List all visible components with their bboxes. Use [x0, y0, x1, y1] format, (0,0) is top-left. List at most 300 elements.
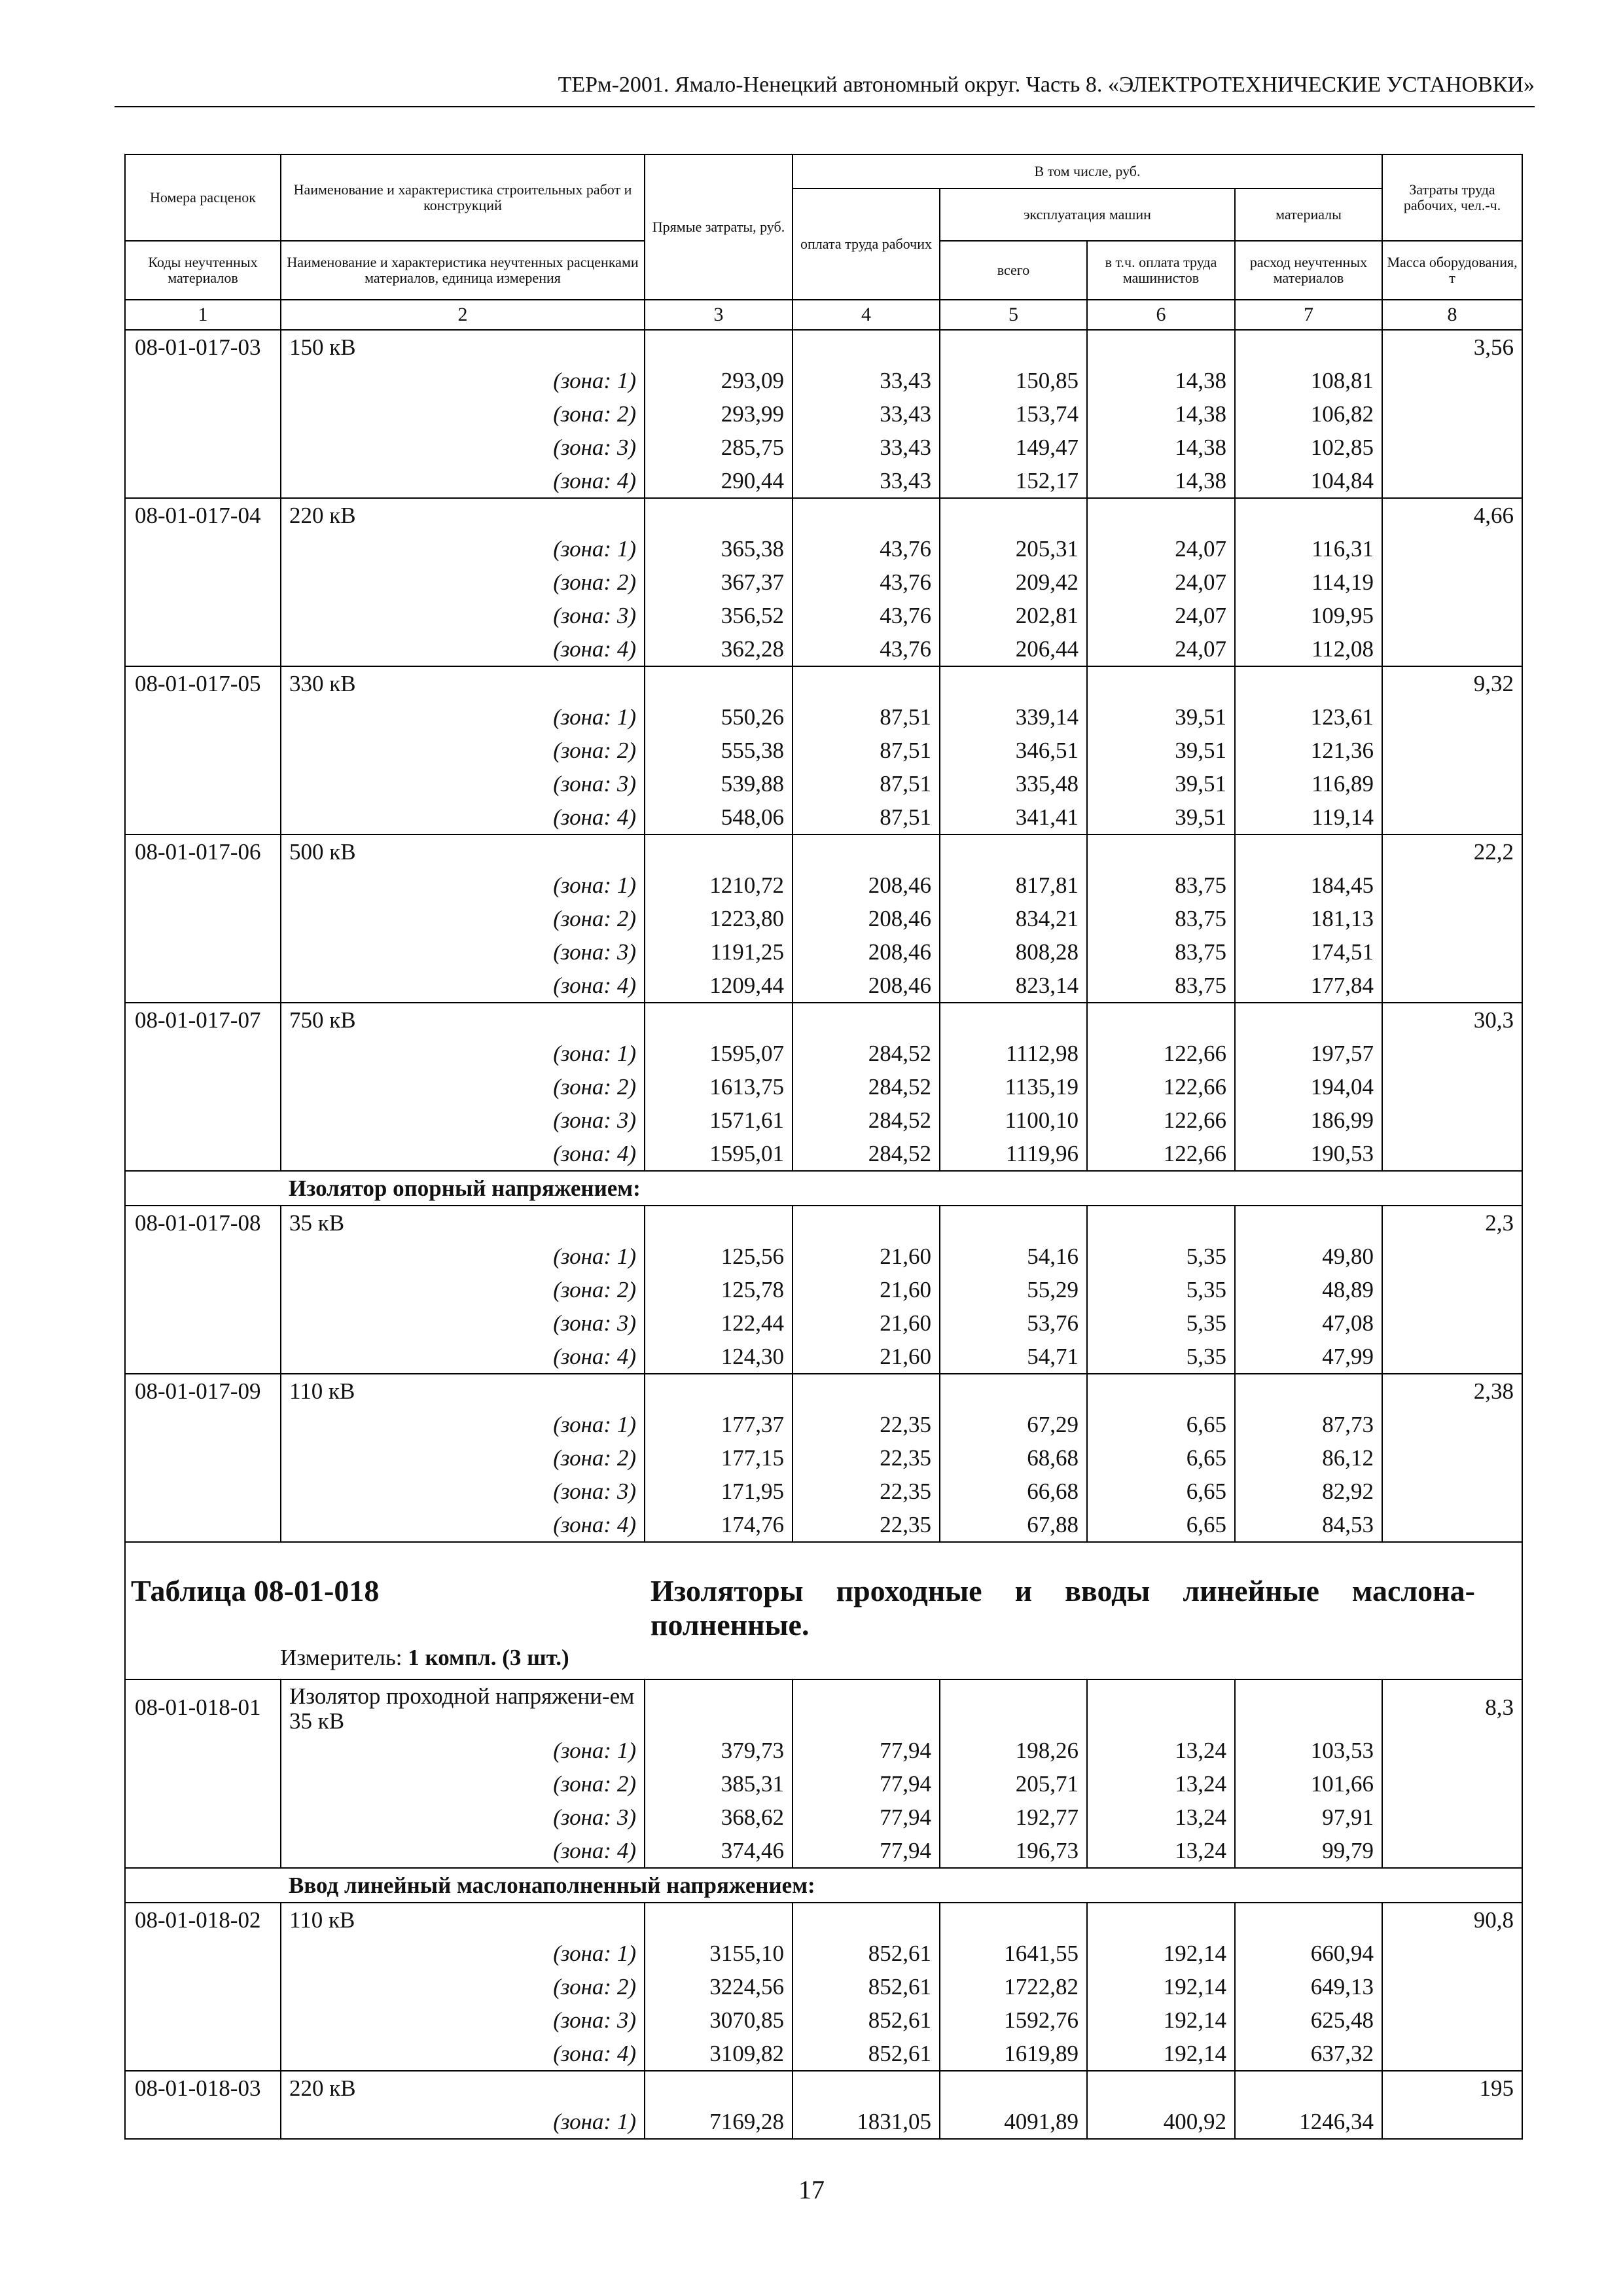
labor-costs-cell: 30,3: [1382, 1003, 1522, 1037]
rate-code: 08-01-018-03: [125, 2071, 281, 2105]
empty-cell: [793, 498, 940, 532]
zone-row: [125, 734, 1522, 767]
empty-cell: [125, 969, 281, 1003]
empty-cell: [940, 498, 1087, 532]
machinist-pay-cell: 6,65: [1087, 1508, 1235, 1542]
materials-cell: 104,84: [1235, 464, 1382, 498]
empty-cell: [125, 2105, 281, 2139]
machines-total-cell: 205,71: [940, 1767, 1087, 1801]
materials-cell: 47,08: [1235, 1306, 1382, 1340]
empty-cell: [1382, 1937, 1522, 1970]
zone-label: (зона: 1): [281, 1734, 645, 1767]
table-body: [125, 300, 1522, 2139]
zone-label: (зона: 2): [281, 902, 645, 935]
worker-pay-cell: 208,46: [793, 935, 940, 969]
worker-pay-cell: 208,46: [793, 869, 940, 902]
direct-costs-cell: 125,78: [645, 1273, 793, 1306]
zone-label: (зона: 3): [281, 1306, 645, 1340]
zone-row: [125, 464, 1522, 498]
materials-cell: 112,08: [1235, 632, 1382, 666]
machines-total-cell: 149,47: [940, 431, 1087, 464]
table-caption: Изоляторы проходные и вводы линейные маслона-полненные.: [651, 1574, 1475, 1641]
table-unit: [280, 1645, 569, 1671]
rate-code: 08-01-017-06: [125, 834, 281, 869]
materials-cell: 119,14: [1235, 800, 1382, 834]
empty-cell: [793, 1206, 940, 1240]
labor-costs-cell: 9,32: [1382, 666, 1522, 700]
empty-cell: [1382, 464, 1522, 498]
zone-row: [125, 902, 1522, 935]
direct-costs-cell: 3109,82: [645, 2037, 793, 2071]
machinist-pay-cell: 24,07: [1087, 565, 1235, 599]
empty-cell: [1087, 330, 1235, 364]
empty-cell: [793, 2071, 940, 2105]
zone-row: [125, 800, 1522, 834]
rate-row: [125, 1003, 1522, 1037]
worker-pay-cell: 852,61: [793, 1970, 940, 2003]
machinist-pay-cell: 83,75: [1087, 935, 1235, 969]
zone-label: (зона: 1): [281, 532, 645, 565]
unit-value: 1 компл. (3 шт.): [408, 1645, 569, 1670]
rate-name: 750 кВ: [281, 1003, 645, 1037]
zone-row: [125, 632, 1522, 666]
machines-total-cell: 1100,10: [940, 1103, 1087, 1137]
worker-pay-cell: 87,51: [793, 767, 940, 800]
direct-costs-cell: 171,95: [645, 1475, 793, 1508]
zone-label: (зона: 4): [281, 1340, 645, 1374]
rate-code: 08-01-017-07: [125, 1003, 281, 1037]
rate-code: 08-01-017-03: [125, 330, 281, 364]
zone-label: (зона: 3): [281, 1801, 645, 1834]
worker-pay-cell: 852,61: [793, 2003, 940, 2037]
rates-table: [124, 154, 1523, 2140]
column-number: 1: [125, 300, 281, 330]
zone-row: [125, 1734, 1522, 1767]
worker-pay-cell: 22,35: [793, 1508, 940, 1542]
empty-cell: [793, 1679, 940, 1734]
zone-label: (зона: 2): [281, 565, 645, 599]
direct-costs-cell: 1210,72: [645, 869, 793, 902]
empty-cell: [793, 1903, 940, 1937]
empty-cell: [1235, 834, 1382, 869]
machinist-pay-cell: 24,07: [1087, 532, 1235, 565]
labor-costs-cell: 90,8: [1382, 1903, 1522, 1937]
zone-label: (зона: 2): [281, 1970, 645, 2003]
materials-cell: 190,53: [1235, 1137, 1382, 1171]
machinist-pay-cell: 13,24: [1087, 1734, 1235, 1767]
empty-cell: [1087, 1206, 1235, 1240]
machinist-pay-cell: 24,07: [1087, 599, 1235, 632]
machinist-pay-cell: 24,07: [1087, 632, 1235, 666]
direct-costs-cell: 290,44: [645, 464, 793, 498]
zone-row: [125, 2105, 1522, 2139]
empty-cell: [1382, 935, 1522, 969]
direct-costs-cell: 1223,80: [645, 902, 793, 935]
table-header: [125, 154, 1522, 300]
empty-cell: [1382, 1240, 1522, 1273]
empty-cell: [125, 2003, 281, 2037]
empty-cell: [125, 869, 281, 902]
zone-row: [125, 397, 1522, 431]
machines-total-cell: 192,77: [940, 1801, 1087, 1834]
empty-cell: [1382, 632, 1522, 666]
machinist-pay-cell: 5,35: [1087, 1240, 1235, 1273]
empty-cell: [125, 734, 281, 767]
zone-row: [125, 935, 1522, 969]
zone-row: [125, 1801, 1522, 1834]
zone-row: [125, 1441, 1522, 1475]
machinist-pay-cell: 6,65: [1087, 1475, 1235, 1508]
machines-total-cell: 55,29: [940, 1273, 1087, 1306]
empty-cell: [125, 1834, 281, 1868]
empty-cell: [645, 1374, 793, 1408]
materials-cell: 106,82: [1235, 397, 1382, 431]
zone-label: (зона: 4): [281, 1508, 645, 1542]
materials-cell: 99,79: [1235, 1834, 1382, 1868]
worker-pay-cell: 77,94: [793, 1767, 940, 1801]
machines-total-cell: 68,68: [940, 1441, 1087, 1475]
empty-cell: [940, 1374, 1087, 1408]
section-heading: Ввод линейный маслонаполненный напряжением:: [281, 1868, 1522, 1903]
empty-cell: [125, 464, 281, 498]
empty-cell: [645, 2071, 793, 2105]
machinist-pay-cell: 5,35: [1087, 1340, 1235, 1374]
header-rate-numbers: Номера расценок: [125, 154, 281, 241]
empty-cell: [125, 1340, 281, 1374]
empty-cell: [645, 666, 793, 700]
zone-row: [125, 869, 1522, 902]
zone-label: (зона: 1): [281, 1408, 645, 1441]
zone-label: (зона: 3): [281, 2003, 645, 2037]
empty-cell: [1382, 2105, 1522, 2139]
empty-cell: [940, 2071, 1087, 2105]
empty-cell: [1087, 1374, 1235, 1408]
materials-cell: 184,45: [1235, 869, 1382, 902]
column-number: 8: [1382, 300, 1522, 330]
zone-row: [125, 2003, 1522, 2037]
empty-cell: [1235, 1903, 1382, 1937]
machines-total-cell: 834,21: [940, 902, 1087, 935]
materials-cell: 177,84: [1235, 969, 1382, 1003]
direct-costs-cell: 550,26: [645, 700, 793, 734]
unit-label: Измеритель:: [280, 1645, 408, 1670]
machinist-pay-cell: 5,35: [1087, 1306, 1235, 1340]
empty-cell: [1382, 1273, 1522, 1306]
direct-costs-cell: 379,73: [645, 1734, 793, 1767]
zone-label: (зона: 4): [281, 1137, 645, 1171]
empty-cell: [645, 498, 793, 532]
empty-cell: [125, 1508, 281, 1542]
machinist-pay-cell: 39,51: [1087, 800, 1235, 834]
empty-cell: [645, 1679, 793, 1734]
direct-costs-cell: 548,06: [645, 800, 793, 834]
empty-cell: [940, 834, 1087, 869]
worker-pay-cell: 284,52: [793, 1037, 940, 1070]
empty-cell: [1382, 1970, 1522, 2003]
zone-row: [125, 1340, 1522, 1374]
empty-cell: [1087, 1003, 1235, 1037]
zone-label: (зона: 4): [281, 800, 645, 834]
zone-label: (зона: 3): [281, 1103, 645, 1137]
machinist-pay-cell: 83,75: [1087, 902, 1235, 935]
empty-cell: [1382, 2003, 1522, 2037]
section-heading-row: [125, 1868, 1522, 1903]
empty-cell: [1382, 1475, 1522, 1508]
machines-total-cell: 209,42: [940, 565, 1087, 599]
empty-cell: [1382, 700, 1522, 734]
worker-pay-cell: 22,35: [793, 1408, 940, 1441]
materials-cell: 101,66: [1235, 1767, 1382, 1801]
header-labor-costs: Затраты труда рабочих, чел.-ч.: [1382, 154, 1522, 241]
machines-total-cell: 198,26: [940, 1734, 1087, 1767]
section-spacer: [125, 1171, 281, 1206]
zone-label: (зона: 3): [281, 599, 645, 632]
machines-total-cell: 1722,82: [940, 1970, 1087, 2003]
empty-cell: [125, 1037, 281, 1070]
worker-pay-cell: 1831,05: [793, 2105, 940, 2139]
direct-costs-cell: 3224,56: [645, 1970, 793, 2003]
machinist-pay-cell: 13,24: [1087, 1767, 1235, 1801]
materials-cell: 102,85: [1235, 431, 1382, 464]
direct-costs-cell: 3155,10: [645, 1937, 793, 1970]
empty-cell: [125, 1240, 281, 1273]
header-machinist-pay: в т.ч. оплата труда машинистов: [1087, 241, 1235, 300]
empty-cell: [793, 1374, 940, 1408]
zone-row: [125, 1137, 1522, 1171]
empty-cell: [125, 364, 281, 397]
empty-cell: [1382, 532, 1522, 565]
empty-cell: [1382, 1734, 1522, 1767]
zone-label: (зона: 3): [281, 767, 645, 800]
machines-total-cell: 1592,76: [940, 2003, 1087, 2037]
machinist-pay-cell: 13,24: [1087, 1801, 1235, 1834]
rate-name: 150 кВ: [281, 330, 645, 364]
materials-cell: 49,80: [1235, 1240, 1382, 1273]
zone-row: [125, 969, 1522, 1003]
empty-cell: [1235, 1374, 1382, 1408]
machines-total-cell: 54,16: [940, 1240, 1087, 1273]
zone-label: (зона: 1): [281, 364, 645, 397]
machinist-pay-cell: 39,51: [1087, 767, 1235, 800]
zone-label: (зона: 2): [281, 1767, 645, 1801]
section-spacer: [125, 1868, 281, 1903]
materials-cell: 82,92: [1235, 1475, 1382, 1508]
zone-label: (зона: 2): [281, 1273, 645, 1306]
column-number: 5: [940, 300, 1087, 330]
worker-pay-cell: 87,51: [793, 800, 940, 834]
empty-cell: [125, 902, 281, 935]
materials-cell: 86,12: [1235, 1441, 1382, 1475]
zone-row: [125, 2037, 1522, 2071]
materials-cell: 103,53: [1235, 1734, 1382, 1767]
machinist-pay-cell: 192,14: [1087, 1937, 1235, 1970]
machines-total-cell: 1619,89: [940, 2037, 1087, 2071]
header-materials: материалы: [1235, 188, 1382, 241]
worker-pay-cell: 33,43: [793, 464, 940, 498]
machinist-pay-cell: 122,66: [1087, 1070, 1235, 1103]
page-header: [115, 72, 1535, 107]
empty-cell: [1235, 1003, 1382, 1037]
materials-cell: 1246,34: [1235, 2105, 1382, 2139]
zone-row: [125, 1970, 1522, 2003]
machinist-pay-cell: 400,92: [1087, 2105, 1235, 2139]
empty-cell: [125, 397, 281, 431]
table-title-box: [126, 1543, 1522, 1679]
direct-costs-cell: 367,37: [645, 565, 793, 599]
zone-label: (зона: 1): [281, 700, 645, 734]
empty-cell: [645, 1206, 793, 1240]
machines-total-cell: 67,29: [940, 1408, 1087, 1441]
column-number: 4: [793, 300, 940, 330]
machines-total-cell: 1641,55: [940, 1937, 1087, 1970]
page-number: 17: [798, 2175, 825, 2204]
empty-cell: [125, 1734, 281, 1767]
direct-costs-cell: 1209,44: [645, 969, 793, 1003]
direct-costs-cell: 1595,01: [645, 1137, 793, 1171]
empty-cell: [793, 666, 940, 700]
direct-costs-cell: 385,31: [645, 1767, 793, 1801]
section-heading-row: [125, 1171, 1522, 1206]
worker-pay-cell: 33,43: [793, 397, 940, 431]
empty-cell: [125, 1970, 281, 2003]
empty-cell: [1087, 2071, 1235, 2105]
machines-total-cell: 339,14: [940, 700, 1087, 734]
empty-cell: [1382, 599, 1522, 632]
machines-total-cell: 196,73: [940, 1834, 1087, 1868]
machines-total-cell: 1112,98: [940, 1037, 1087, 1070]
rate-name: 220 кВ: [281, 2071, 645, 2105]
zone-row: [125, 1767, 1522, 1801]
direct-costs-cell: 1191,25: [645, 935, 793, 969]
rate-name: 35 кВ: [281, 1206, 645, 1240]
worker-pay-cell: 284,52: [793, 1070, 940, 1103]
machines-total-cell: 54,71: [940, 1340, 1087, 1374]
materials-cell: 87,73: [1235, 1408, 1382, 1441]
empty-cell: [645, 330, 793, 364]
direct-costs-cell: 124,30: [645, 1340, 793, 1374]
zone-row: [125, 599, 1522, 632]
machinist-pay-cell: 39,51: [1087, 734, 1235, 767]
rate-row: [125, 666, 1522, 700]
empty-cell: [1382, 565, 1522, 599]
empty-cell: [125, 532, 281, 565]
direct-costs-cell: 1595,07: [645, 1037, 793, 1070]
zone-row: [125, 565, 1522, 599]
empty-cell: [1382, 1137, 1522, 1171]
empty-cell: [1382, 734, 1522, 767]
worker-pay-cell: 77,94: [793, 1801, 940, 1834]
machines-total-cell: 341,41: [940, 800, 1087, 834]
machines-total-cell: 153,74: [940, 397, 1087, 431]
machines-total-cell: 808,28: [940, 935, 1087, 969]
zone-label: (зона: 1): [281, 1937, 645, 1970]
labor-costs-cell: 2,38: [1382, 1374, 1522, 1408]
table-title-row: [125, 1542, 1522, 1679]
empty-cell: [1235, 498, 1382, 532]
rate-name: 500 кВ: [281, 834, 645, 869]
empty-cell: [1382, 902, 1522, 935]
worker-pay-cell: 284,52: [793, 1103, 940, 1137]
column-number: 7: [1235, 300, 1382, 330]
direct-costs-cell: 285,75: [645, 431, 793, 464]
empty-cell: [1235, 666, 1382, 700]
machines-total-cell: 346,51: [940, 734, 1087, 767]
machines-total-cell: 1119,96: [940, 1137, 1087, 1171]
machines-total-cell: 152,17: [940, 464, 1087, 498]
rate-code: 08-01-018-01: [125, 1679, 281, 1734]
header-equipment-mass: Масса оборудования, т: [1382, 241, 1522, 300]
machinist-pay-cell: 14,38: [1087, 431, 1235, 464]
worker-pay-cell: 21,60: [793, 1340, 940, 1374]
zone-label: (зона: 3): [281, 1475, 645, 1508]
machines-total-cell: 150,85: [940, 364, 1087, 397]
empty-cell: [1087, 1903, 1235, 1937]
machines-total-cell: 817,81: [940, 869, 1087, 902]
materials-cell: 116,31: [1235, 532, 1382, 565]
materials-cell: 108,81: [1235, 364, 1382, 397]
machinist-pay-cell: 13,24: [1087, 1834, 1235, 1868]
zone-label: (зона: 2): [281, 397, 645, 431]
header-material-codes: Коды неучтенных материалов: [125, 241, 281, 300]
rate-row: [125, 834, 1522, 869]
empty-cell: [1382, 364, 1522, 397]
rate-name: 220 кВ: [281, 498, 645, 532]
materials-cell: 637,32: [1235, 2037, 1382, 2071]
rate-code: 08-01-017-05: [125, 666, 281, 700]
empty-cell: [1235, 1679, 1382, 1734]
rate-name: Изолятор проходной напряжени-ем 35 кВ: [281, 1679, 645, 1734]
direct-costs-cell: 125,56: [645, 1240, 793, 1273]
worker-pay-cell: 43,76: [793, 632, 940, 666]
worker-pay-cell: 43,76: [793, 532, 940, 565]
zone-row: [125, 1937, 1522, 1970]
header-material-consumption: расход неучтенных материалов: [1235, 241, 1382, 300]
zone-row: [125, 1306, 1522, 1340]
document-title: ТЕРм-2001. Ямало-Ненецкий автономный округ. Часть 8. «ЭЛЕКТРОТЕХНИЧЕСКИЕ УСТАНОВКИ»: [558, 73, 1535, 97]
empty-cell: [940, 666, 1087, 700]
worker-pay-cell: 22,35: [793, 1441, 940, 1475]
empty-cell: [1382, 2037, 1522, 2071]
direct-costs-cell: 177,37: [645, 1408, 793, 1441]
empty-cell: [1235, 1206, 1382, 1240]
zone-label: (зона: 1): [281, 869, 645, 902]
empty-cell: [1382, 397, 1522, 431]
zone-label: (зона: 4): [281, 969, 645, 1003]
direct-costs-cell: 3070,85: [645, 2003, 793, 2037]
empty-cell: [1382, 1070, 1522, 1103]
empty-cell: [1382, 1340, 1522, 1374]
materials-cell: 660,94: [1235, 1937, 1382, 1970]
empty-cell: [1235, 330, 1382, 364]
rate-row: [125, 1374, 1522, 1408]
machinist-pay-cell: 122,66: [1087, 1137, 1235, 1171]
zone-label: (зона: 2): [281, 1441, 645, 1475]
empty-cell: [125, 431, 281, 464]
machinist-pay-cell: 192,14: [1087, 2037, 1235, 2071]
worker-pay-cell: 43,76: [793, 565, 940, 599]
worker-pay-cell: 77,94: [793, 1734, 940, 1767]
header-material-names: Наименование и характеристика неучтенных расценками материалов, единица измерения: [281, 241, 645, 300]
worker-pay-cell: 21,60: [793, 1273, 940, 1306]
zone-row: [125, 1273, 1522, 1306]
zone-label: (зона: 4): [281, 1834, 645, 1868]
empty-cell: [125, 1103, 281, 1137]
machinist-pay-cell: 122,66: [1087, 1103, 1235, 1137]
header-direct-costs: Прямые затраты, руб.: [645, 154, 793, 300]
worker-pay-cell: 284,52: [793, 1137, 940, 1171]
materials-cell: 194,04: [1235, 1070, 1382, 1103]
empty-cell: [1087, 834, 1235, 869]
